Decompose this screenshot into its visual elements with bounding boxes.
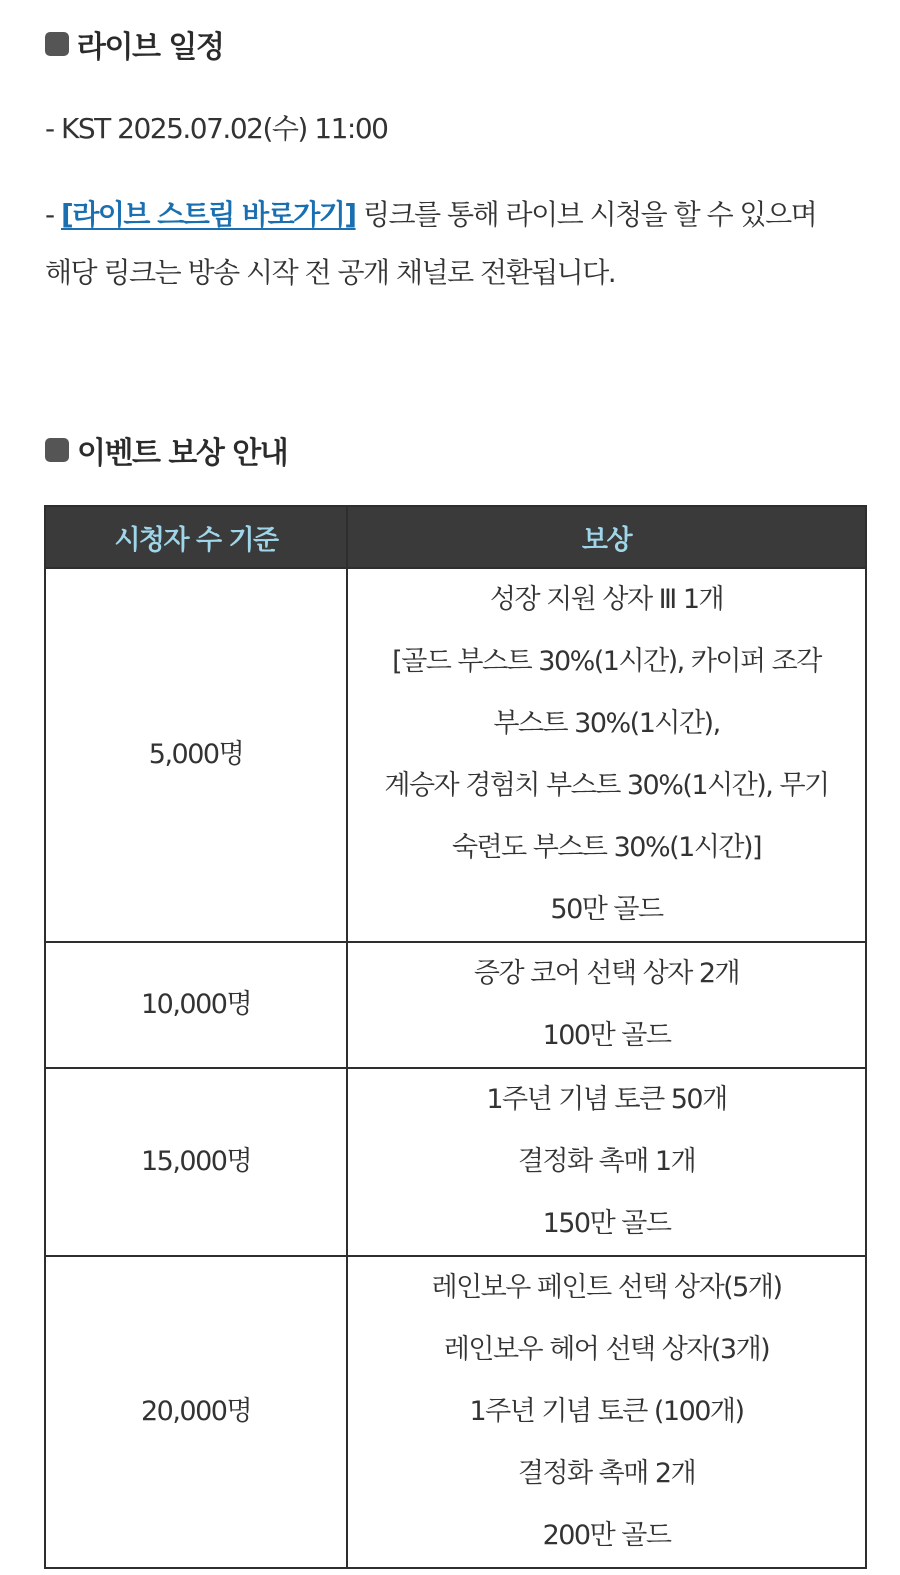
square-bullet-icon [45,438,69,462]
link-prefix: - [45,198,62,231]
header-viewers: 시청자 수 기준 [45,506,347,568]
rewards-title: 이벤트 보상 안내 [77,436,288,471]
reward-line: [골드 부스트 30%(1시간), 카이퍼 조각 [392,646,821,677]
reward-cell [347,568,866,942]
rewards-table [44,505,867,1569]
reward-line: 결정화 촉매 1개 [517,1146,696,1177]
reward-cell [347,1068,866,1256]
reward-line: 200만 골드 [542,1520,671,1551]
reward-line: 1주년 기념 토큰 50개 [486,1084,727,1115]
reward-line: 증강 코어 선택 상자 2개 [473,958,740,989]
reward-line: 계승자 경험치 부스트 30%(1시간), 무기 [384,770,829,801]
reward-line: 150만 골드 [542,1208,671,1239]
table-row [45,1068,866,1256]
table-row [45,568,866,942]
schedule-title: 라이브 일정 [77,30,224,65]
table-row [45,942,866,1068]
square-bullet-icon [45,32,69,56]
table-row [45,1256,866,1568]
schedule-time-line: - KST 2025.07.02(수) 11:00 [45,112,388,145]
reward-cell [347,942,866,1068]
live-stream-link[interactable]: [라이브 스트림 바로가기] [61,198,356,231]
schedule-note-line: 해당 링크는 방송 시작 전 공개 채널로 전환됩니다. [45,256,616,289]
reward-line: 50만 골드 [550,894,663,925]
schedule-stream-paragraph [45,186,875,302]
viewers-cell: 15,000명 [45,1068,347,1256]
viewers-cell: 10,000명 [45,942,347,1068]
link-suffix: 링크를 통해 라이브 시청을 할 수 있으며 [355,198,817,231]
reward-line: 결정화 촉매 2개 [517,1458,696,1489]
viewers-cell: 5,000명 [45,568,347,942]
reward-line: 1주년 기념 토큰 (100개) [469,1396,744,1427]
schedule-heading [45,22,223,66]
reward-line: 레인보우 헤어 선택 상자(3개) [443,1334,770,1365]
header-reward: 보상 [347,506,866,568]
reward-cell [347,1256,866,1568]
reward-line: 부스트 30%(1시간), [493,708,720,739]
reward-line: 100만 골드 [542,1020,671,1051]
rewards-heading [45,428,287,472]
viewers-cell: 20,000명 [45,1256,347,1568]
reward-line: 레인보우 페인트 선택 상자(5개) [431,1272,782,1303]
reward-line: 숙련도 부스트 30%(1시간)] [451,832,762,863]
table-header-row [45,506,866,568]
reward-line: 성장 지원 상자 Ⅲ 1개 [489,584,724,615]
